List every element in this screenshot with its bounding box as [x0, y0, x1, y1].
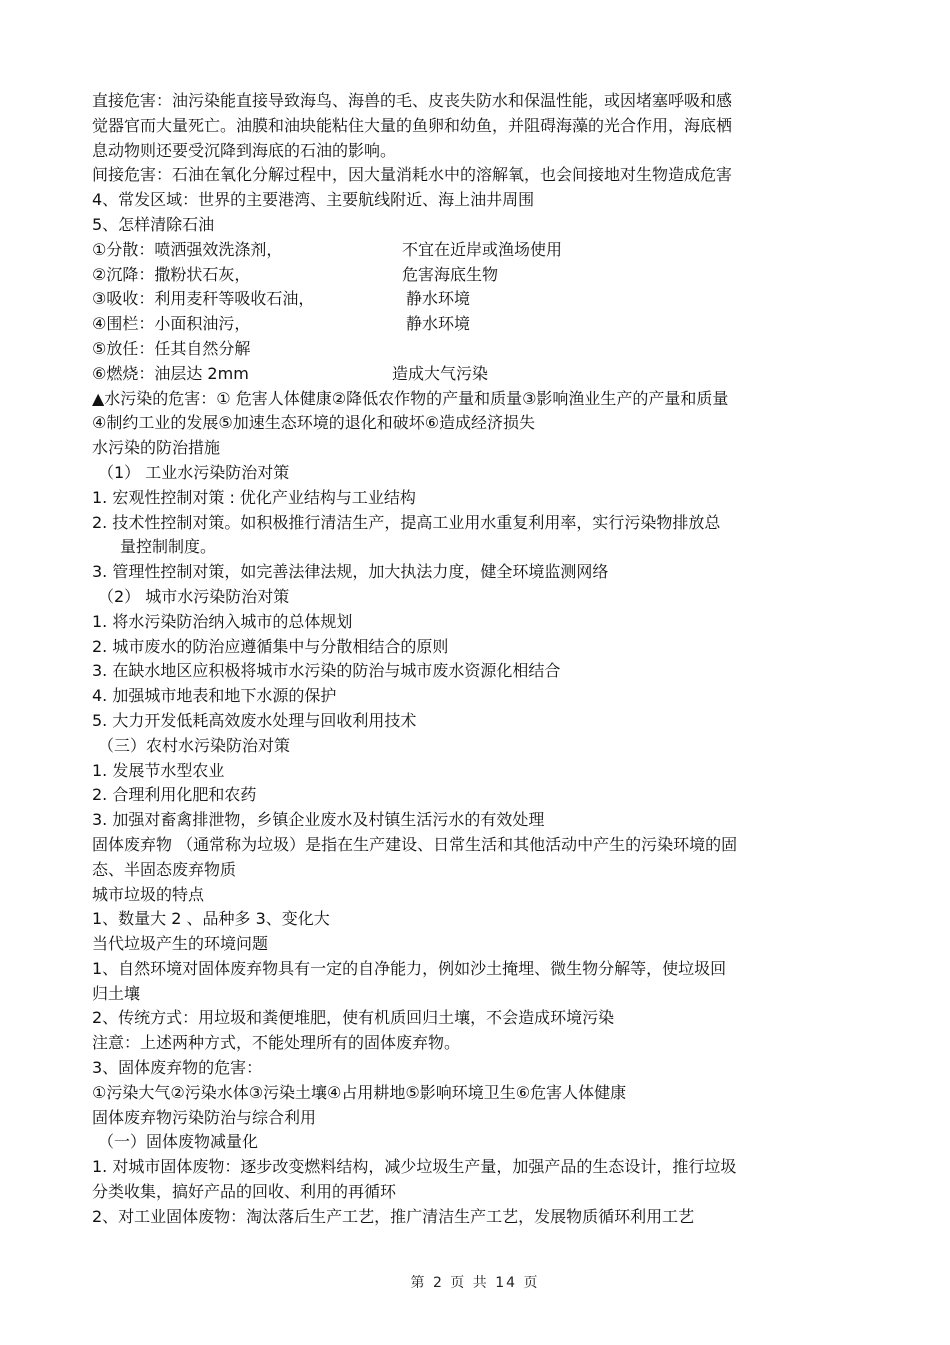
method-row	[92, 337, 832, 362]
list-item: 2. 合理利用化肥和农药	[92, 785, 257, 805]
method-name: ⑤放任：任其自然分解	[92, 338, 251, 358]
method-note: 静水环境	[406, 314, 471, 334]
section-heading: 固体废弃物污染防治与综合利用	[92, 1107, 317, 1127]
method-row	[92, 263, 832, 288]
method-note: 危害海底生物	[402, 264, 499, 284]
list-item-continuation: 分类收集，搞好产品的回收、利用的再循环	[92, 1182, 397, 1202]
section-heading: 当代垃圾产生的环境问题	[92, 934, 269, 954]
method-name: ④围栏：小面积油污，	[92, 314, 251, 334]
text-line: 4、常发区域：世界的主要港湾、主要航线附近、海上油井周围	[92, 190, 535, 210]
text-line: ▲水污染的危害：① 危害人体健康②降低农作物的产量和质量③影响渔业生产的产量和质量	[92, 388, 729, 408]
method-row	[92, 312, 832, 337]
list-item: 1. 宏观性控制对策 : 优化产业结构与工业结构	[92, 487, 416, 507]
method-name: ⑥燃烧：油层达 2mm	[92, 363, 249, 383]
list-item: 1. 对城市固体废物：逐步改变燃料结构，减少垃圾生产量，加强产品的生态设计，推行垃圾	[92, 1157, 737, 1177]
list-item-continuation: 量控制制度。	[120, 537, 217, 557]
list-item: 2、传统方式：用垃圾和粪便堆肥，使有机质回归土壤，不会造成环境污染	[92, 1008, 615, 1028]
method-row	[92, 362, 832, 387]
list-item-continuation: 归土壤	[92, 983, 141, 1003]
list-item: 1. 发展节水型农业	[92, 760, 225, 780]
list-item: 3、固体废弃物的危害：	[92, 1058, 263, 1078]
text-line: 5、怎样清除石油	[92, 214, 215, 234]
list-item: 3. 在缺水地区应积极将城市水污染的防治与城市废水资源化相结合	[92, 661, 561, 681]
section-heading: 城市垃圾的特点	[92, 884, 205, 904]
note-line: 注意：上述两种方式，不能处理所有的固体废弃物。	[92, 1033, 461, 1053]
text-line: ①污染大气②污染水体③污染土壤④占用耕地⑤影响环境卫生⑥危害人体健康	[92, 1082, 627, 1102]
text-line: 直接危害：油污染能直接导致海鸟、海兽的毛、皮丧失防水和保温性能，或因堵塞呼吸和感	[92, 91, 733, 110]
method-name: ③吸收：利用麦秆等吸收石油，	[92, 289, 315, 309]
list-item: 2、对工业固体废物：淘汰落后生产工艺，推广清洁生产工艺，发展物质循环利用工艺	[92, 1206, 695, 1226]
text-line: ④制约工业的发展⑤加速生态环境的退化和破坏⑥造成经济损失	[92, 413, 536, 433]
method-note: 不宜在近岸或渔场使用	[402, 239, 563, 259]
list-item: 5. 大力开发低耗高效废水处理与回收利用技术	[92, 710, 417, 730]
method-note: 造成大气污染	[392, 363, 489, 383]
list-item: 1、自然环境对固体废弃物具有一定的自净能力，例如沙土掩埋、微生物分解等，使垃圾回	[92, 958, 727, 978]
list-item: 3. 加强对畜禽排泄物，乡镇企业废水及村镇生活污水的有效处理	[92, 810, 545, 830]
text-line: 息动物则还要受沉降到海底的石油的影响。	[92, 140, 397, 160]
method-name: ②沉降：撒粉状石灰，	[92, 264, 251, 284]
document-body	[92, 89, 832, 1230]
list-item: 1. 将水污染防治纳入城市的总体规划	[92, 611, 353, 631]
method-note: 静水环境	[406, 289, 471, 309]
method-row	[92, 238, 832, 263]
list-item: 3. 管理性控制对策，如完善法律法规，加大执法力度，健全环境监测网络	[92, 562, 609, 582]
subsection-heading: （一）固体废物减量化	[98, 1132, 259, 1152]
text-line: 态、半固态废弃物质	[92, 859, 237, 879]
section-heading: 水污染的防治措施	[92, 438, 221, 458]
method-row	[92, 287, 832, 312]
subsection-heading: （1） 工业水污染防治对策	[98, 462, 290, 482]
subsection-heading: （2） 城市水污染防治对策	[98, 586, 290, 606]
text-line: 间接危害：石油在氧化分解过程中，因大量消耗水中的溶解氧，也会间接地对生物造成危害	[92, 165, 733, 185]
subsection-heading: （三）农村水污染防治对策	[98, 735, 291, 755]
text-line: 固体废弃物 （通常称为垃圾）是指在生产建设、日常生活和其他活动中产生的污染环境的固	[92, 834, 738, 854]
list-item: 2. 技术性控制对策。如积极推行清洁生产，提高工业用水重复利用率，实行污染物排放总	[92, 512, 721, 532]
list-item: 4. 加强城市地表和地下水源的保护	[92, 686, 337, 706]
method-name: ①分散：喷洒强效洗涤剂，	[92, 239, 283, 259]
list-item: 2. 城市废水的防治应遵循集中与分散相结合的原则	[92, 636, 449, 656]
text-line: 觉器官而大量死亡。油膜和油块能粘住大量的鱼卵和幼鱼，并阻碍海藻的光合作用，海底栖	[92, 115, 733, 135]
text-line: 1、数量大 2 、品种多 3、变化大	[92, 909, 330, 929]
page-footer: 第 2 页 共 14 页	[410, 1275, 540, 1291]
